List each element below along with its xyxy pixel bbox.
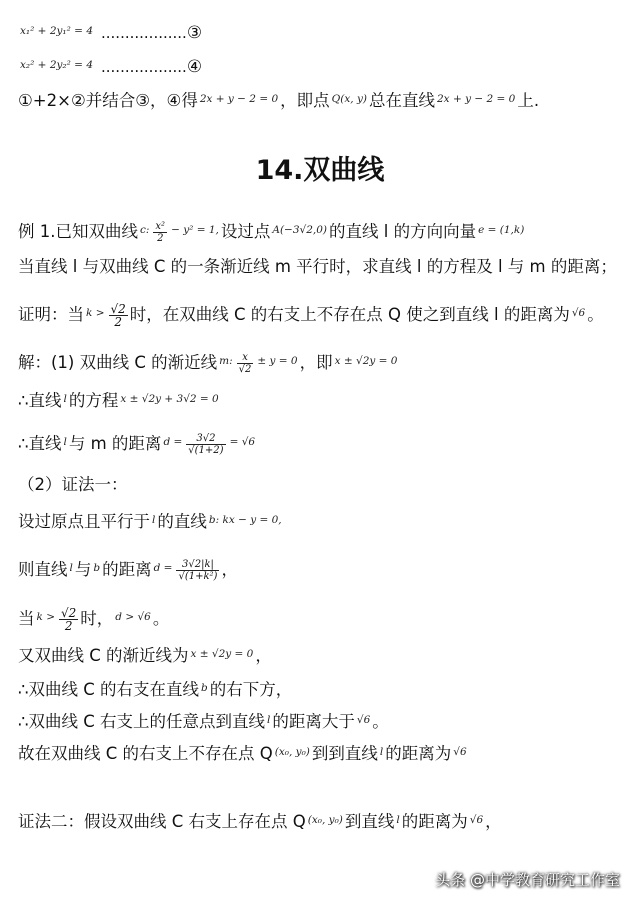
text-run: ①+2×②并结合③，④得 <box>18 91 198 110</box>
math-expression: e = (1,k) <box>478 224 525 236</box>
text-run: 与 m 的距离 <box>68 434 162 453</box>
solution-line-3 <box>18 431 630 456</box>
fraction-numerator: √2 <box>61 606 77 620</box>
math-expression: m: <box>219 355 233 367</box>
math-expression: l <box>152 514 156 526</box>
text-run: 故在双曲线 C 的右支上不存在点 Q <box>18 744 273 763</box>
watermark: 头条 @中学教育研究工作室 <box>435 871 620 889</box>
text-run: ， <box>255 646 272 665</box>
math-expression: x ± √2y + 3√2 = 0 <box>120 393 219 405</box>
math-expression: = √6 <box>229 436 256 448</box>
text-run: ∴直线 <box>18 434 62 453</box>
text-run: 的直线 l 的方向向量 <box>329 222 477 241</box>
math-expression: l <box>396 814 400 826</box>
fraction-numerator: x² <box>155 221 166 232</box>
text-run: 证法二：假设双曲线 C 右支上存在点 Q <box>18 812 306 831</box>
text-run: ∴直线 <box>18 391 62 410</box>
section-title: 14.双曲线 <box>255 155 385 186</box>
fraction <box>59 607 78 632</box>
condition-line: 当直线 l 与双曲线 C 的一条渐近线 m 平行时，求直线 l 的方程及 l 与 m 的距离； <box>18 257 617 276</box>
math-expression: b: kx − y = 0, <box>208 514 282 526</box>
math-expression: d > √6 <box>115 611 151 623</box>
fraction-numerator: 3√2 <box>186 433 225 445</box>
text-run: 例 1.已知双曲线 <box>18 222 138 241</box>
text-run: 与 <box>74 560 92 579</box>
math-expression: l <box>69 562 73 574</box>
example-statement <box>18 219 630 244</box>
math-expression: x₁² + 2y₁² = 4 <box>20 25 93 37</box>
math-expression: d = <box>163 436 183 448</box>
math-expression: x ± √2y = 0 <box>334 355 398 367</box>
solution-line-1 <box>18 350 630 375</box>
text-run: 则直线 <box>18 560 68 579</box>
math-expression: l <box>63 393 67 405</box>
math-expression: 2x + y − 2 = 0 <box>437 93 516 105</box>
equation-line-3 <box>18 20 630 44</box>
fraction <box>153 221 167 244</box>
text-run: 的距离为 <box>401 812 468 831</box>
text-run: 的距离为 <box>385 744 452 763</box>
text-run: 当 <box>18 609 35 628</box>
fraction-numerator: 3√2|k| <box>176 559 219 571</box>
math-expression: − y² = 1, <box>171 224 219 236</box>
math-expression: √6 <box>453 746 467 758</box>
math-expression: c: <box>140 224 150 236</box>
proof-statement <box>18 302 630 328</box>
proof-method-two-line <box>18 809 630 833</box>
fraction <box>176 559 219 582</box>
fraction-denominator: √(1+k²) <box>178 571 218 582</box>
text-run: 的右下方， <box>209 680 293 699</box>
text-run: 。 <box>587 305 604 324</box>
proof-line-3 <box>18 606 630 632</box>
proof-line-4 <box>18 643 630 667</box>
circled-number: ④ <box>186 57 203 77</box>
math-expression: l <box>63 436 67 448</box>
circled-number: ③ <box>186 23 203 43</box>
math-expression: d = <box>153 562 173 574</box>
text-run: ， <box>221 560 238 579</box>
proof-line-2 <box>18 557 630 582</box>
solution-line-2 <box>18 388 630 412</box>
text-run: 的距离大于 <box>272 712 355 731</box>
text-run: 时，在双曲线 C 的右支上不存在点 Q 使之到直线 l 的距离为 <box>129 305 570 324</box>
text-run: 的方程 <box>68 391 119 410</box>
math-expression: l <box>379 746 384 758</box>
text-run: 时， <box>80 609 114 628</box>
text-run: ，即 <box>299 353 333 372</box>
fraction <box>186 433 225 456</box>
text-run: 。 <box>372 712 389 731</box>
text-run: ， <box>485 812 502 831</box>
math-expression: ± y = 0 <box>257 355 298 367</box>
text-run: 到直线 <box>344 812 395 831</box>
math-expression: k > <box>36 611 55 623</box>
text-run: 的直线 <box>157 512 207 531</box>
fraction-numerator: x <box>237 352 254 364</box>
math-expression: b <box>93 562 101 574</box>
math-expression: (x₀, y₀) <box>307 814 343 826</box>
text-run: 。 <box>152 609 170 628</box>
fraction-denominator: √(1+2) <box>188 445 224 456</box>
fraction-denominator: √2 <box>238 364 252 375</box>
equation-line-4 <box>18 54 630 78</box>
math-expression: √6 <box>571 307 586 319</box>
text-run: ∴双曲线 C 的右支在直线 <box>18 680 200 699</box>
fraction-denominator: 2 <box>157 233 164 244</box>
text-run: 证明：当 <box>18 305 84 324</box>
fraction <box>109 303 128 328</box>
proof-line-1 <box>18 509 630 533</box>
math-expression: √6 <box>469 814 484 826</box>
text-run: 上. <box>517 91 540 110</box>
text-run: 的距离 <box>102 560 152 579</box>
text-run: ，即点 <box>280 91 330 110</box>
text-run: 总在直线 <box>369 91 435 110</box>
text-run: 解：(1) 双曲线 C 的渐近线 <box>18 353 218 372</box>
fraction <box>237 352 254 375</box>
conclusion-line <box>18 88 630 112</box>
text-run: ∴双曲线 C 右支上的任意点到直线 <box>18 712 266 731</box>
proof-line-5 <box>18 677 630 701</box>
proof-line-7 <box>18 741 630 765</box>
math-expression: Q(x, y) <box>331 93 367 105</box>
math-expression: l <box>267 714 271 726</box>
proof-method-one-label: （2）证法一： <box>18 475 128 494</box>
math-expression: k > <box>86 307 105 319</box>
math-expression: x₂² + 2y₂² = 4 <box>20 59 93 71</box>
fraction-denominator: 2 <box>64 619 73 633</box>
math-expression: (x₀, y₀) <box>274 746 310 758</box>
leader-dots: .................. <box>101 58 187 76</box>
fraction-denominator: 2 <box>114 315 122 329</box>
math-expression: 2x + y − 2 = 0 <box>199 93 279 105</box>
text-run: 又双曲线 C 的渐近线为 <box>18 646 189 665</box>
math-expression: A(−3√2,0) <box>272 224 328 236</box>
leader-dots: .................. <box>101 24 187 42</box>
proof-line-6 <box>18 709 630 733</box>
text-run: 设过点 <box>220 222 271 241</box>
math-expression: √6 <box>356 714 371 726</box>
text-run: 到到直线 <box>311 744 378 763</box>
fraction-numerator: √2 <box>110 302 126 316</box>
math-expression: b <box>201 682 208 694</box>
math-expression: x ± √2y = 0 <box>190 648 254 660</box>
text-run: 设过原点且平行于 <box>18 512 150 531</box>
